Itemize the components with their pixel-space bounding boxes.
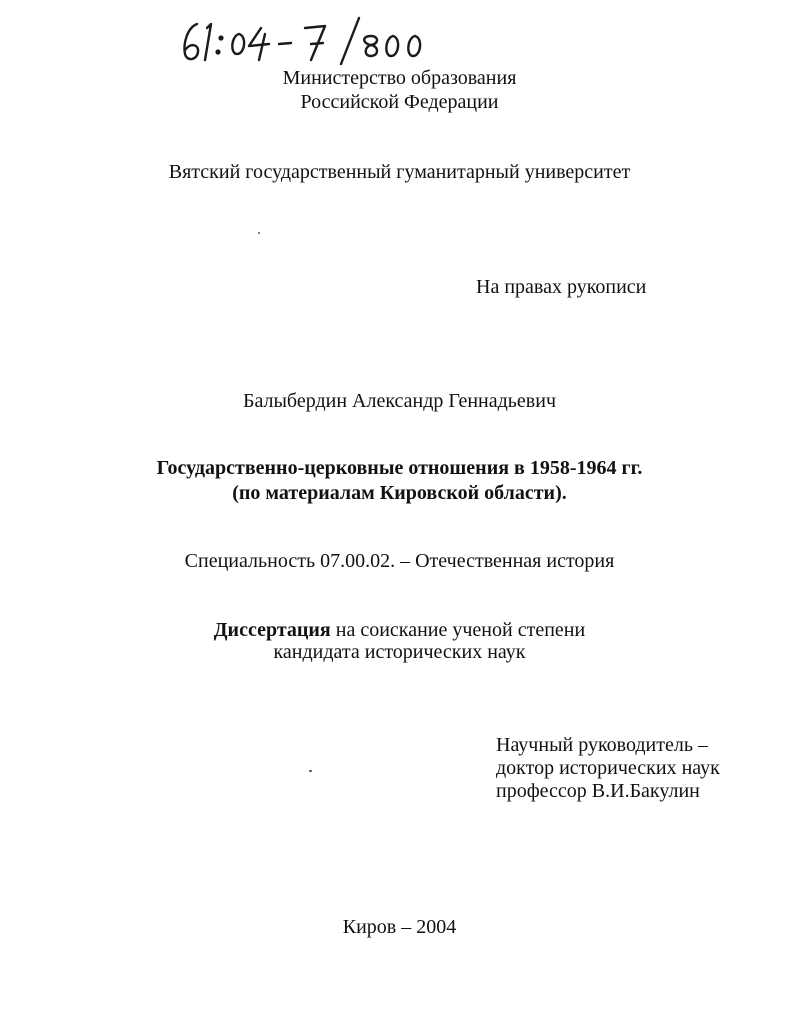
scan-speck	[309, 770, 312, 772]
supervisor-line-2: доктор исторических наук	[496, 757, 720, 779]
supervisor-line-1: Научный руководитель –	[496, 734, 708, 756]
handwritten-archive-number	[175, 14, 435, 66]
degree-line-1	[0, 618, 799, 642]
degree-bold-word: Диссертация	[213, 619, 331, 641]
university-name: Вятский государственный гуманитарный университет	[168, 161, 631, 183]
specialty: Специальность 07.00.02. – Отечественная история	[184, 550, 615, 572]
dissertation-title-line-1: Государственно-церковные отношения в 1958-1964 гг.	[156, 457, 643, 479]
dissertation-title-line-2: (по материалам Кировской области).	[232, 482, 567, 504]
degree-line-2: кандидата исторических наук	[273, 641, 526, 663]
scan-speck	[258, 232, 260, 234]
author-name: Балыбердин Александр Геннадьевич	[242, 390, 557, 412]
ministry-line-1: Министерство образования	[282, 67, 517, 89]
degree-line-1-rest: на соискание ученой степени	[330, 619, 586, 641]
manuscript-note: На правах рукописи	[476, 276, 647, 298]
place-and-year: Киров – 2004	[342, 916, 457, 938]
ministry-line-2: Российской Федерации	[300, 91, 499, 113]
supervisor-line-3: профессор В.И.Бакулин	[496, 780, 700, 802]
